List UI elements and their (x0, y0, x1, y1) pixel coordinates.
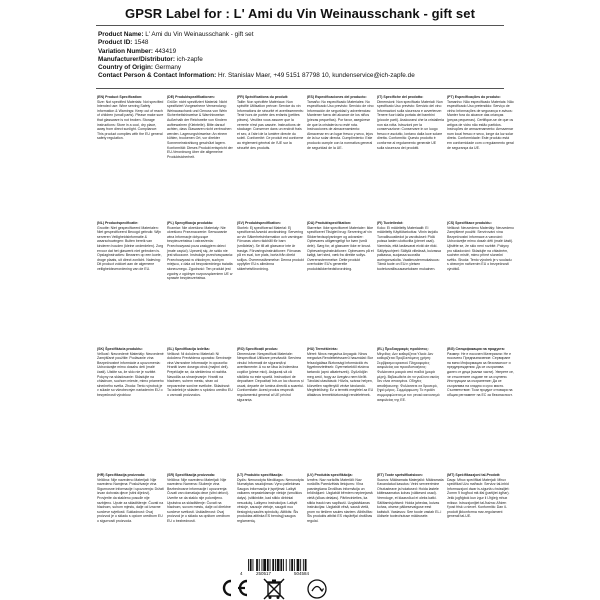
info-value: L' Ami du Vin Weinausschank - gift set (145, 31, 254, 38)
spec-heading: (HR) Specifikacija proizvoda: (97, 473, 146, 477)
spec-body: Velikost: Ni določeno Materiali: Ni določeno Predvidena uporaba: Serviranje vina Varnostne informacije in opozorila: Hraniti izven dosega otrok (majhni deli). Prepričajte se, da steklenina ni razbita. Navodila za shranjevanje: Hraniti na hladnem, suhem mestu, stran od neposredne sončne svetlobe. Skladnost: Ta izdelek je skladen s splošno uredbo EU o varnosti proizvodov. (167, 351, 233, 397)
spec-heading: (RO) Specificații produs: (237, 347, 279, 351)
barcode-bar (262, 559, 263, 571)
spec-block (446, 220, 516, 346)
info-row (98, 39, 508, 47)
info-label: Manufacturer/Distributor: (98, 55, 176, 63)
spec-block (96, 472, 166, 598)
spec-block (306, 94, 376, 220)
ce-mark-icon (218, 578, 252, 598)
barcode-bar (297, 559, 300, 571)
spec-body: Rozmiar: Nie określono Materiały: Nie określono Przeznaczenie: Serwowanie wina Informacje dotyczące bezpieczeństwa i ostrzeżenia: Przechowywać poza zasięgiem dzieci (małe części). Upewnij się, że szkło nie jest stłuczone. Instrukcje przechowywania: Przechowywać w chłodnym, suchym miejscu, z dala od bezpośredniego światła słonecznego. Zgodność: Ten produkt jest zgodny z ogólnym rozporządzeniem UE w sprawie bezpieczeństwa. (167, 225, 233, 281)
spec-heading: (FI) Tuotetiedot: (377, 221, 404, 225)
barcode-bar (263, 559, 266, 571)
spec-body: Veličina: Nije navedeno Materijali: Nije navedeno Namena: Služenje vina Bezbednosne informacije i upozorenja: Čuvati van domašaja dece (sitni delovi). Uverite se da staklo nije polomljeno. Uputstva za skladištenje: Čuvati na hladnom, suvom mestu, dalje od direktne sunčeve svetlosti. Usklađenost: Ovaj proizvod je u skladu sa opštom uredbom EU o bezbednosti. (167, 477, 231, 523)
info-label: Country of Origin: (98, 64, 154, 72)
spec-heading: (CS) Specifikace produktu: (447, 221, 492, 225)
spec-heading: (LV) Produkta specifikācija: (307, 473, 353, 477)
spec-block (376, 346, 446, 472)
spec-block (166, 346, 236, 472)
info-row (98, 31, 508, 39)
spec-heading: (DA) Produktspecifikation: (307, 221, 352, 225)
barcode-bar (305, 559, 307, 571)
spec-body: Suurus: Määramata Materjalid: Määramata Kavandatud kasutus: Veini serveerimine Ohutusteave ja hoiatused: Hoida lastele kättesaamatus kohas (väikesed osad). Veenduge, et klaasnõud ei oleks katki. Säilitamisjuhised: Hoida jahedas, kuivas kohas, otsese päikesevalguse eest kaitstult. Vastavus: See toode vastab EL-i üldisele tooteohutuse määrusele. (377, 477, 444, 519)
info-row (98, 56, 508, 64)
spec-heading: (EL) Προδιαγραφές προϊόντος: (377, 347, 429, 351)
info-row (98, 72, 508, 80)
title-rule (96, 25, 504, 26)
spec-heading: (ES) Especificaciones del producto: (307, 95, 367, 99)
barcode-prefix: 4 (240, 571, 243, 576)
spec-heading: (HU) Termékleírás: (307, 347, 338, 351)
spec-body: Izmērs: Nav norādīts Materiāli: Nav norādīts Paredzētais lietojums: Vīna pasniegšana Drošības informācija un brīdinājumi: Uzglabāt bērniem nepieejamā vietā (sīkas detaļas). Pārliecinieties, ka stikla trauki nav saplīsuši. Uzglabāšanas instrukcijas: Uzglabāt vēsā, sausā vietā, prom no tiešiem saules stariem. Atbilstība: Šis produkts atbilst ES vispārējai drošības regulai. (307, 477, 373, 523)
info-label: Contact Person & Contact Information: (98, 72, 217, 80)
spec-body: Daqs: Mhux speċifikat Materjali: Mhux speċifikat Użu maħsub: Servizz tal-inbid Informazzjoni dwar is-sigurtà u twissijiet: Żomm 'il bogħod mit-tfal (partijiet żgħar). Jekk jogħġbok kun żgur li l-ħġieġ mhux miksur. Istruzzjonijiet tal-ħażna: Aħżen f'post frisk u niexef. Konformità: Dan il-prodott jikkonforma mar-regolament ġenerali tal-UE. (447, 477, 510, 519)
barcode-bar (250, 559, 252, 571)
spec-body: Dimensiune: Nespecificat Materiale: Nespecificat Utilizare prevăzută: Servirea vinului Informații de siguranță și avertismente: A nu se lăsa la îndemâna copiilor (piese mici). Asigurați-vă că sticlăria nu este spartă. Instrucțiuni de depozitare: Depozitați într-un loc răcoros și uscat, departe de lumina directă a soarelui. Conformitate: Acest produs respectă regulamentul general al UE privind siguranța. (237, 351, 304, 402)
barcode-bar (280, 559, 282, 571)
barcode-bar (291, 559, 293, 571)
spec-body: Veličina: Nije navedeno Materijali: Nije navedeno Namjena: Posluživanje vina Sigurnosne informacije i upozorenja: Držati izvan dohvata djece (sitni dijelovi). Provjerite da stakleno posuđe nije razbijeno. Upute za skladištenje: Čuvati na hladnom, suhom mjestu, dalje od izravne sunčeve svjetlosti. Sukladnost: Ovaj proizvod je u skladu s općom uredbom EU o sigurnosti proizvoda. (97, 477, 164, 523)
spec-block (96, 346, 166, 472)
spec-body: Size: Not specified Materials: Not specified Intended use: Wine serving Safety information & Warnings: Keep out of reach of children (small parts). Please make sure that glassware is not broken. Storage instructions: Store in a cool, dry place, away from direct sunlight. Compliance: This product complies with the EU general safety regulation. (97, 99, 164, 141)
spec-body: Méret: Nincs megadva Anyagok: Nincs megadva Rendeltetésszerű használat: Bor felszolgálása Biztonsági információk és figyelmeztetések: Gyermekektől elzárva tartandó (apró alkatrészek). Győződjön meg arról, hogy az üvegáru nem törött. Tárolási utasítások: Hűvös, száraz helyen, közvetlen napfénytől védve tárolandó. Megfelelőség: Ez a termék megfelel az EU általános termékbiztonsági rendeletének. (307, 351, 374, 397)
spec-body: Dimensioni: Non specificato Materiali: Non specificato Uso previsto: Servizio del vino Informazioni sulla sicurezza e avvertenze: Tenere fuori dalla portata dei bambini (piccole parti). Assicurarsi che la cristalleria non sia rotta. Istruzioni per la conservazione: Conservare in un luogo fresco e asciutto, lontano dalla luce solare diretta. Conformità: Questo prodotto è conforme al regolamento generale UE sulla sicurezza dei prodotti. (377, 99, 444, 150)
barcode-right-digits: 504584 (294, 571, 310, 576)
barcode-bar (267, 559, 269, 571)
barcode-bar (275, 559, 276, 571)
spec-body: Størrelse: Ikke specificeret Materialer: Ikke specificeret Tilsigtet brug: Servering af vin Sikkerhedsoplysninger og advarsler: Opbevares utilgængeligt for børn (små dele). Sørg for, at glasvarer ikke er knust. Opbevaringsinstruktioner: Opbevares på et køligt, tørt sted, væk fra direkte sollys. Overensstemmelse: Dette produkt overholder EU's generelle produktsikkerhedsforordning. (307, 225, 374, 271)
spec-body: Storlek: Ej specificerad Material: Ej specificerat Avsedd användning: Servering av vin Säkerhetsinformation och varningar: Förvaras utom räckhåll för barn (smådelar). Se till att glasvaror inte är trasiga. Förvaringsinstruktioner: Förvaras på en sval, torr plats, borta från direkt solljus. Överensstämmelse: Denna produkt uppfyller EU:s allmänna säkerhetsförordning. (237, 225, 304, 271)
info-label: Variation Number: (98, 47, 154, 55)
info-value: Hr. Stanislav Maer, +49 5151 87798 10, kundenservice@ich-zapfe.de (218, 72, 415, 80)
barcode-bars (248, 559, 328, 571)
spec-heading: (EN) Product Specification: (97, 95, 143, 99)
barcode-bar (283, 559, 284, 571)
spec-heading: (LT) Produkto specifikacija: (237, 473, 283, 477)
spec-heading: (SK) Špecifikácia produktu: (97, 347, 143, 351)
weee-crossed-bin-icon (262, 578, 286, 600)
barcode-bar (289, 559, 290, 571)
info-value: ich-zapfe (176, 55, 203, 63)
info-value: 1548 (134, 39, 149, 47)
info-value: 443419 (154, 47, 177, 55)
spec-body: Μέγεθος: Δεν καθορίζεται Υλικά: Δεν καθορίζεται Προβλεπόμενη χρήση: Σερβίρισμα κρασιού Πληροφορίες ασφαλείας και προειδοποιήσεις: Φυλάσσετε μακριά από παιδιά (μικρά μέρη). Βεβαιωθείτε ότι τα γυάλινα σκεύη δεν είναι σπασμένα. Οδηγίες αποθήκευσης: Φυλάσσετε σε δροσερό, ξηρό μέρος. Συμμόρφωση: Το προϊόν συμμορφώνεται με τον γενικό κανονισμό ασφαλείας της ΕΕ. (377, 351, 440, 402)
barcode-bar (253, 559, 254, 571)
spec-block (446, 346, 516, 472)
info-row (98, 64, 508, 72)
label-title: GPSR Label for : L' Ami du Vin Weinausschank - gift set (124, 6, 475, 21)
spec-body: Tamanho: Não especificado Materiais: Não especificado Uso pretendido: Serviço de vinho Informações de segurança e avisos: Manter fora do alcance das crianças (peças pequenas). Certifique-se de que os artigos de vidro não estão partidos. Instruções de armazenamento: Armazenar num local fresco e seco, longe da luz solar direta. Conformidade: Este produto está em conformidade com o regulamento geral de segurança da UE. (447, 99, 514, 150)
spec-body: Tamaño: No especificado Materiales: No especificado Uso previsto: Servicio de vino Información de seguridad y advertencias: Mantener fuera del alcance de los niños (piezas pequeñas). Por favor, asegúrese de que la cristalería no esté rota. Instrucciones de almacenamiento: Almacenar en un lugar fresco y seco, lejos de la luz solar directa. Cumplimiento: Este producto cumple con la normativa general de seguridad de la UE. (307, 99, 374, 150)
spec-heading: (IT) Specifiche del prodotto: (377, 95, 424, 99)
barcode-bar (272, 559, 274, 571)
spec-block (306, 346, 376, 472)
barcode-bar (303, 559, 304, 571)
spec-body: Размер: Не е посочен Материали: Не е посочено Предназначение: Сервиране на вино Информация за безопасност и предупреждения: Да се съхранява далеч от деца (малки части). Уверете се, че стъклените съдове не са счупени. Инструкции за съхранение: Да се съхранява на хладно и сухо място. Съответствие: Този продукт отговаря на общия регламент на ЕС за безопасност. (447, 351, 514, 397)
spec-body: Koko: Ei määritelty Materiaalit: Ei määritelty Käyttötarkoitus: Viinin tarjoilu Turvallisuustiedot ja varoitukset: Pidä poissa lasten ulottuvilta (pienet osat). Varmista, että lasitavarat eivät ole rikki. Säilytysohjeet: Säilytä viileässä, kuivassa paikassa, suojassa suoralta auringonvalolta. Vaatimustenmukaisuus: Tämä tuote on EU:n yleisen tuoteturvallisuusasetuksen mukainen. (377, 225, 442, 271)
spec-heading: (PL) Specyfikacja produktu: (167, 221, 214, 225)
spec-heading: (DE) Produktspezifikationen: (167, 95, 215, 99)
barcode-bar (248, 559, 249, 571)
spec-block (166, 220, 236, 346)
spec-heading: (ET) Toote spetsifikatsioon: (377, 473, 423, 477)
info-row (98, 48, 508, 56)
barcode-bar (277, 559, 280, 571)
product-info (98, 31, 508, 81)
barcode-bar (270, 559, 271, 571)
spec-block (96, 94, 166, 220)
info-label: Product Name: (98, 31, 144, 38)
spec-block (306, 220, 376, 346)
spec-block (376, 94, 446, 220)
barcode-bar (286, 559, 287, 571)
spec-block (236, 94, 306, 220)
spec-block (446, 94, 516, 220)
spec-body: Dydis: Nenurodyta Medžiagos: Nenurodyta Numatytas naudojimas: Vyno patiekimas Saugos informacija ir įspėjimai: Laikyti vaikams nepasiekiamoje vietoje (smulkios dalys). Įsitikinkite, kad stiklo dirbiniai nesudužę. Laikymo instrukcijos: Laikyti vėsioje, sausoje vietoje, saugoti nuo tiesioginių saulės spindulių. Atitiktis: Šis produktas atitinka ES bendrąjį saugos reglamentą. (237, 477, 304, 523)
compliance-icons (218, 578, 398, 600)
barcode-bar (300, 559, 301, 571)
spec-heading: (SV) Produktspecifikation: (237, 221, 281, 225)
spec-block (376, 220, 446, 346)
spec-body: Grootte: Niet gespecificeerd Materialen: Niet gespecificeerd Beoogd gebruik: Wijn serveren Veiligheidsinformatie & waarschuwingen: Buiten bereik van kinderen houden (kleine onderdelen). Zorg ervoor dat het glaswerk niet gebroken is. Opslaginstructies: Bewaren op een koele, droge plaats, uit direct zonlicht. Naleving: Dit product voldoet aan de algemene veiligheidsverordening van de EU. (97, 225, 164, 271)
barcode-bar (259, 559, 260, 571)
spec-body: Veľkosť: Neuvedené Materiály: Neuvedené Zamýšľané použitie: Podávanie vína Bezpečnostné informácie a upozornenia: Uchovávajte mimo dosahu detí (malé časti). Uistite sa, že sklo nie je rozbité. Pokyny na skladovanie: Skladujte na chladnom, suchom mieste, mimo priameho slnečného svetla. Zhoda: Tento výrobok je v súlade so všeobecným nariadením EÚ o bezpečnosti výrobkov. (97, 351, 164, 397)
barcode-bar (294, 559, 295, 571)
spec-block (236, 220, 306, 346)
spec-body: Taille: Non spécifiée Matériaux: Non spécifié Utilisation prévue: Service du vin Informations de sécurité et avertissements: Tenir hors de portée des enfants (petites pièces). Veuillez vous assurer que la verrerie n'est pas cassée. Instructions de stockage: Conserver dans un endroit frais et sec, à l'abri de la lumière directe du soleil. Conformité: Ce produit est conforme au règlement général de l'UE sur la sécurité des produits. (237, 99, 304, 150)
spec-block (96, 220, 166, 346)
spec-heading: (NL) Productspecificatie: (97, 221, 139, 225)
spec-body: Velikost: Neuvedeno Materiály: Neuvedeno Zamýšlené použití: Servírování vína Bezpečnostní informace a varování: Uchovávejte mimo dosah dětí (malé části). Ujistěte se, že sklo není rozbité. Pokyny pro skladování: Skladujte na chladném, suchém místě, mimo přímé sluneční světlo. Shoda: Tento výrobek je v souladu s obecným nařízením EU o bezpečnosti výrobků. (447, 225, 514, 271)
spec-heading: (MT) Speċifikazzjoni tal-Prodott: (447, 473, 501, 477)
ean-barcode (238, 559, 328, 577)
spec-heading: (FR) Spécifications du produit: (237, 95, 289, 99)
spec-block (166, 94, 236, 220)
spec-grid (96, 94, 516, 598)
spec-heading: (PT) Especificações do produto: (447, 95, 501, 99)
spec-block (236, 346, 306, 472)
info-label: Product ID: (98, 39, 133, 47)
spec-body: Größe: nicht spezifiziert Material: Nicht spezifiziert Vorgesehene Verwendung: Weinausschank und Genuss von Wein Sicherheitshinweise & Warnhinweise: Außerhalb der Reichweite von Kindern aufbewahren (Kleinteile). Bitte darauf achten, dass Glaswaren nicht zerbrochen werden. Lagerungshinweise: An einem kühlen, trockenen Ort, vor direkter Sonneneinstrahlung geschützt lagern. Konformität: Dieses Produkt entspricht der EU-Verordnung über die allgemeine Produktsicherheit. (167, 99, 233, 159)
recycling-mark-icon (306, 578, 328, 600)
spec-block (446, 472, 516, 598)
spec-heading: (BG) Спецификация на продукта: (447, 347, 505, 351)
barcode-left-digits: 250517 (256, 571, 272, 576)
info-rule (96, 88, 504, 89)
spec-heading: (SR) Specifikacija proizvoda: (167, 473, 216, 477)
spec-heading: (SL) Specifikacija izdelka: (167, 347, 210, 351)
info-value: Germany (154, 64, 182, 72)
barcode-bar (256, 559, 258, 571)
